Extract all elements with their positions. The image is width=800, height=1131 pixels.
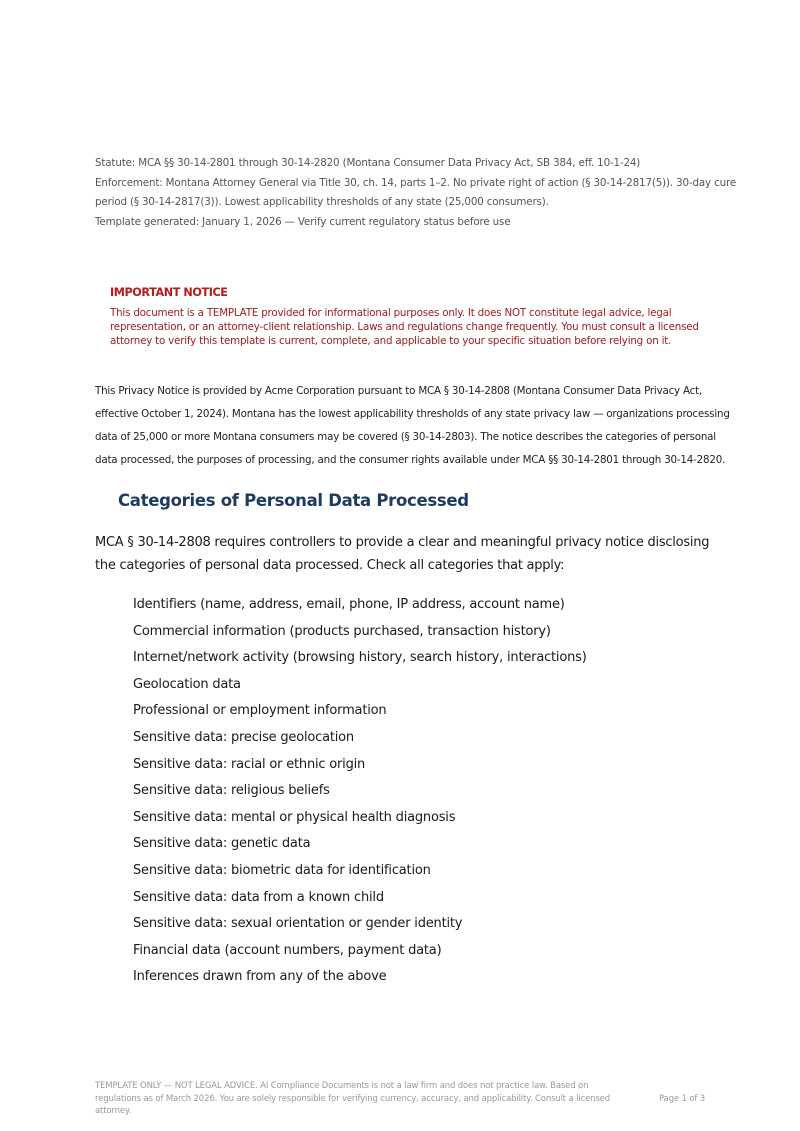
enforcement-line-continued: period (§ 30-14-2817(3)). Lowest applicability thresholds of any state (25,000 consumers).	[95, 196, 549, 208]
category-item[interactable]: Internet/network activity (browsing history, search history, interactions)	[133, 650, 587, 666]
category-item[interactable]: Financial data (account numbers, payment data)	[133, 942, 442, 958]
category-item[interactable]: Sensitive data: mental or physical health diagnosis	[133, 809, 456, 825]
enforcement-line: Enforcement: Montana Attorney General via Title 30, ch. 14, parts 1–2. No private right of action (§ 30-14-2817(5)). 30-day cure	[95, 176, 737, 189]
category-item[interactable]: Sensitive data: sexual orientation or gender identity	[133, 916, 463, 932]
notice-body: This document is a TEMPLATE provided for informational purposes only. It does NOT constitute legal advice, legal representation, or an attorney-client relationship. Laws and regulations change frequently. You must consult a licensed attorney to verify this template is current, complete, and applicable to your specific situation before relying on it.	[110, 307, 699, 347]
category-item[interactable]: Inferences drawn from any of the above	[133, 969, 387, 985]
category-item[interactable]: Geolocation data	[133, 676, 241, 692]
category-item[interactable]: Sensitive data: genetic data	[133, 836, 311, 852]
category-list	[133, 592, 587, 991]
section-intro: MCA § 30-14-2808 requires controllers to provide a clear and meaningful privacy notice disclosing the categories of personal data processed. Check all categories that apply:	[95, 535, 710, 573]
intro-paragraph: This Privacy Notice is provided by Acme Corporation pursuant to MCA § 30-14-2808 (Montana Consumer Data Privacy Act, effective October 1, 2024). Montana has the lowest applicability thresholds of any state privacy law — organizations processing data of 25,000 or more Montana consumers may be covered (§ 30-14-2803). The notice describes the categories of personal data processed, the purposes of processing, and the consumer rights available under MCA §§ 30-14-2801 through 30-14-2820.	[95, 385, 730, 466]
category-item[interactable]: Identifiers (name, address, email, phone, IP address, account name)	[133, 597, 565, 612]
category-item[interactable]: Sensitive data: biometric data for identification	[133, 862, 431, 878]
category-item[interactable]: Sensitive data: data from a known child	[133, 889, 384, 905]
category-item[interactable]: Commercial information (products purchased, transaction history)	[133, 623, 551, 639]
category-item[interactable]: Sensitive data: precise geolocation	[133, 729, 354, 745]
statute-line: Statute: MCA §§ 30-14-2801 through 30-14-2820 (Montana Consumer Data Privacy Act, SB 384, eff. 10-1-24)	[95, 157, 641, 169]
category-item[interactable]: Sensitive data: racial or ethnic origin	[133, 756, 366, 772]
footer-disclaimer: TEMPLATE ONLY — NOT LEGAL ADVICE. AI Compliance Documents is not a law firm and does not practice law. Based on regulations as of March 2026. You are solely responsible for verifying currency, accuracy, and applicability. Consult a licensed attorney.	[95, 1081, 610, 1116]
important-notice	[110, 285, 710, 348]
document-metadata	[95, 154, 735, 232]
page-number: Page 1 of 3	[658, 1093, 705, 1104]
category-item[interactable]: Professional or employment information	[133, 703, 387, 719]
generated-line: Template generated: January 1, 2026 — Verify current regulatory status before use	[95, 215, 511, 228]
page-footer	[95, 1080, 705, 1118]
category-item[interactable]: Sensitive data: religious beliefs	[133, 783, 330, 799]
notice-title: IMPORTANT NOTICE	[110, 286, 228, 299]
section-heading: Categories of Personal Data Processed	[118, 491, 469, 510]
